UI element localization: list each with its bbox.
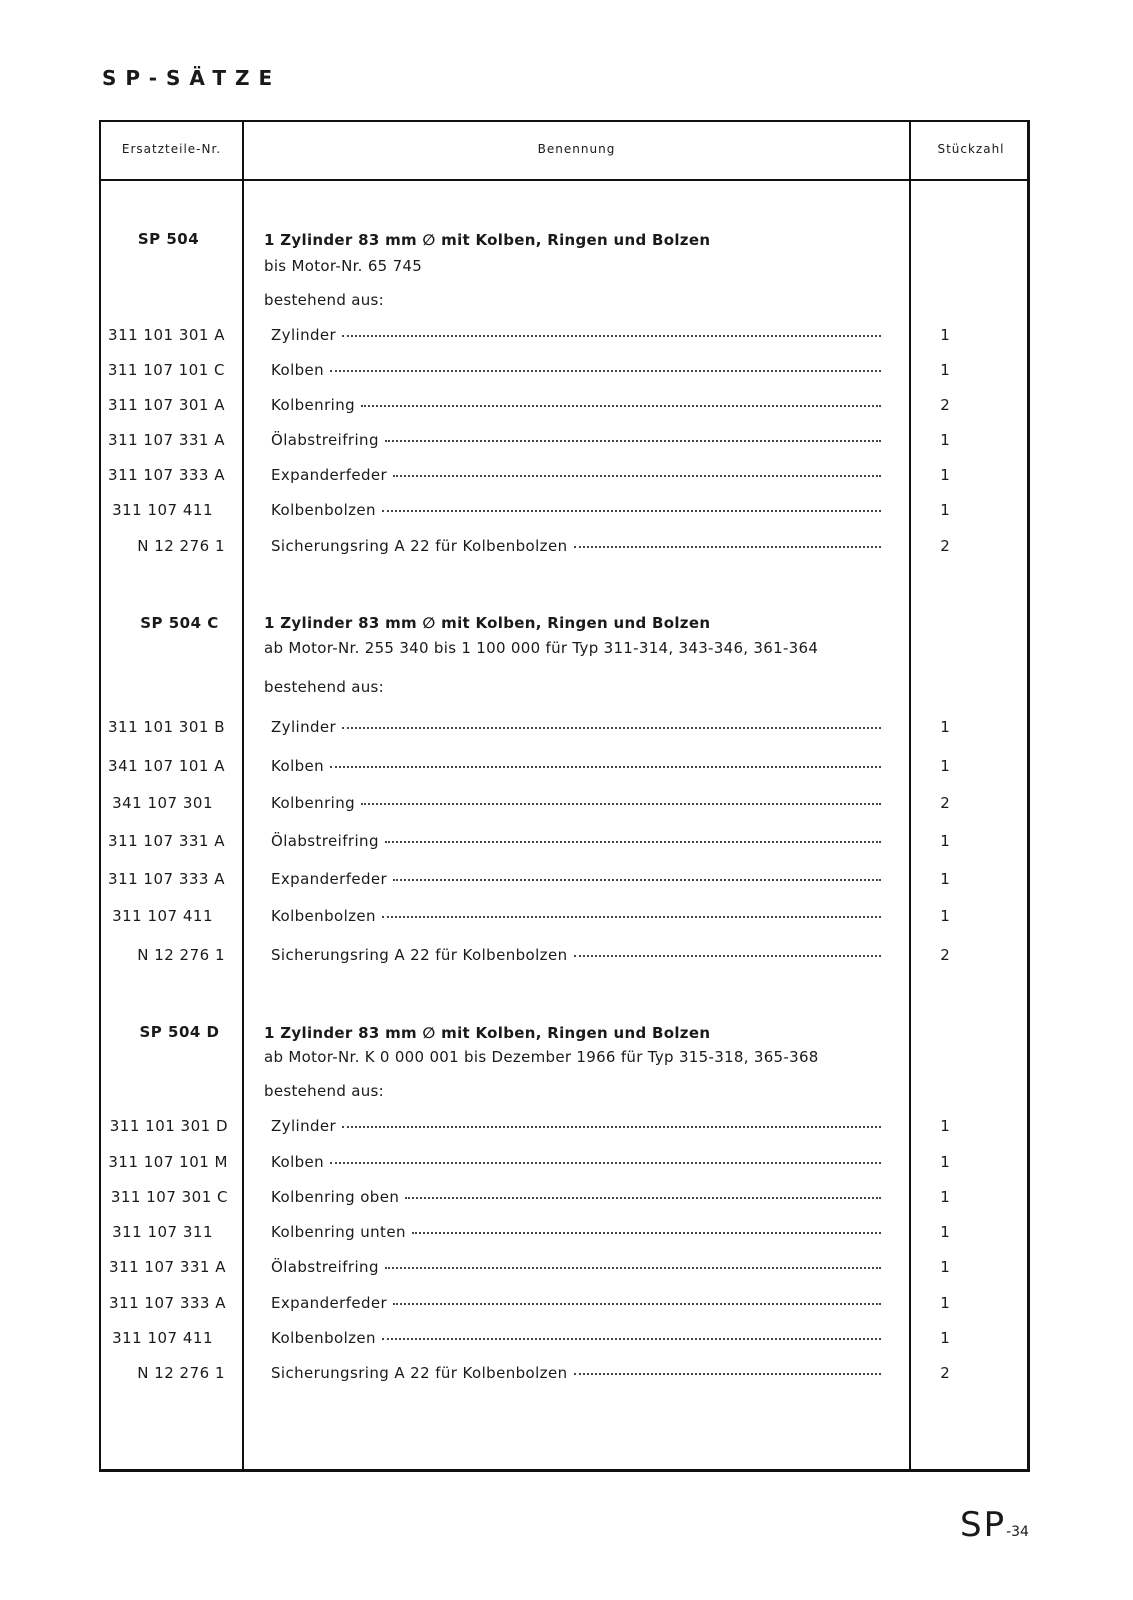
part-quantity: 1: [940, 870, 950, 888]
set-title: 1 Zylinder 83 mm ∅ mit Kolben, Ringen und Bolzen: [264, 1024, 711, 1042]
part-description: [271, 466, 881, 484]
part-quantity: 1: [940, 1153, 950, 1171]
consists-label: bestehend aus:: [264, 291, 384, 309]
part-description: [271, 1153, 881, 1171]
part-name: Kolben: [271, 757, 325, 775]
leader-dots: [574, 1372, 882, 1375]
leader-dots: [393, 1302, 881, 1305]
part-number: 311 107 301 C: [110, 1188, 228, 1206]
part-name: Kolben: [271, 361, 325, 379]
part-description: [271, 1294, 881, 1312]
part-name: Kolbenbolzen: [271, 1329, 376, 1347]
set-number: SP 504 D: [139, 1023, 220, 1041]
part-description: [271, 1117, 881, 1135]
part-number: 311 101 301 D: [109, 1117, 228, 1135]
part-description: [271, 1329, 881, 1347]
part-description: [271, 946, 881, 964]
leader-dots: [385, 840, 881, 843]
part-name: Kolben: [271, 1153, 325, 1171]
part-name: Zylinder: [271, 1117, 337, 1135]
leader-dots: [330, 369, 881, 372]
leader-dots: [385, 1266, 881, 1269]
part-quantity: 1: [940, 1117, 950, 1135]
leader-dots: [382, 915, 881, 918]
part-description: [271, 396, 881, 414]
leader-dots: [330, 1161, 881, 1164]
part-number: 341 107 101 A: [108, 757, 225, 775]
page-number: [960, 1505, 1029, 1545]
part-name: Kolbenring unten: [271, 1223, 406, 1241]
part-quantity: 1: [940, 1188, 950, 1206]
leader-dots: [361, 802, 881, 805]
leader-dots: [382, 509, 881, 512]
leader-dots: [393, 474, 881, 477]
part-name: Sicherungsring A 22 für Kolbenbolzen: [271, 537, 568, 555]
part-quantity: 2: [940, 794, 950, 812]
part-description: [271, 1258, 881, 1276]
leader-dots: [385, 439, 881, 442]
part-name: Expanderfeder: [271, 466, 388, 484]
part-quantity: 1: [940, 757, 950, 775]
part-number: N 12 276 1: [137, 537, 225, 555]
part-number: 311 107 411: [112, 1329, 213, 1347]
part-name: Kolbenring: [271, 794, 356, 812]
column-divider: [909, 122, 911, 1469]
set-number: SP 504: [137, 230, 200, 248]
part-quantity: 1: [940, 1258, 950, 1276]
part-quantity: 1: [940, 1294, 950, 1312]
part-number: 311 107 311: [112, 1223, 213, 1241]
part-name: Ölabstreifring: [271, 431, 379, 449]
part-number: 311 101 301 A: [108, 326, 225, 344]
part-description: [271, 1223, 881, 1241]
page-title: SP-SÄTZE: [102, 66, 282, 90]
column-divider: [242, 122, 244, 1469]
part-number: N 12 276 1: [137, 946, 225, 964]
part-name: Kolbenring: [271, 396, 356, 414]
part-number: N 12 276 1: [137, 1364, 225, 1382]
part-name: Ölabstreifring: [271, 832, 379, 850]
part-number: 311 107 101 M: [108, 1153, 228, 1171]
part-quantity: 1: [940, 907, 950, 925]
leader-dots: [342, 1125, 881, 1128]
part-number: 311 107 411: [112, 907, 213, 925]
leader-dots: [405, 1196, 881, 1199]
part-quantity: 1: [940, 832, 950, 850]
part-name: Kolbenbolzen: [271, 501, 376, 519]
part-name: Kolbenbolzen: [271, 907, 376, 925]
header-divider: [101, 179, 1027, 181]
set-note: ab Motor-Nr. 255 340 bis 1 100 000 für Typ 311-314, 343-346, 361-364: [264, 639, 819, 657]
leader-dots: [342, 726, 881, 729]
part-description: [271, 907, 881, 925]
consists-label: bestehend aus:: [264, 678, 384, 696]
set-note: bis Motor-Nr. 65 745: [264, 257, 423, 275]
part-quantity: 1: [940, 1329, 950, 1347]
set-title: 1 Zylinder 83 mm ∅ mit Kolben, Ringen und Bolzen: [264, 614, 711, 632]
part-number: 311 107 411: [112, 501, 213, 519]
part-quantity: 2: [940, 946, 950, 964]
part-number: 341 107 301: [112, 794, 213, 812]
part-quantity: 1: [940, 431, 950, 449]
part-quantity: 1: [940, 1223, 950, 1241]
part-description: [271, 832, 881, 850]
part-number: 311 107 333 A: [108, 466, 225, 484]
leader-dots: [574, 545, 882, 548]
part-name: Expanderfeder: [271, 870, 388, 888]
part-number: 311 107 331 A: [108, 832, 225, 850]
set-number: SP 504 C: [140, 614, 219, 632]
page-number-suffix: -34: [1006, 1524, 1029, 1540]
part-number: 311 107 331 A: [109, 1258, 226, 1276]
part-description: [271, 757, 881, 775]
part-name: Expanderfeder: [271, 1294, 388, 1312]
leader-dots: [330, 765, 881, 768]
consists-label: bestehend aus:: [264, 1082, 384, 1100]
leader-dots: [393, 878, 881, 881]
part-quantity: 1: [940, 326, 950, 344]
part-quantity: 1: [940, 718, 950, 736]
leader-dots: [361, 404, 881, 407]
part-description: [271, 1188, 881, 1206]
part-number: 311 107 101 C: [107, 361, 225, 379]
part-quantity: 2: [940, 396, 950, 414]
part-number: 311 107 301 A: [108, 396, 225, 414]
part-quantity: 1: [940, 361, 950, 379]
part-name: Ölabstreifring: [271, 1258, 379, 1276]
part-number: 311 107 333 A: [108, 870, 225, 888]
part-description: [271, 501, 881, 519]
part-quantity: 2: [940, 537, 950, 555]
part-description: [271, 431, 881, 449]
part-name: Kolbenring oben: [271, 1188, 400, 1206]
page-number-prefix: SP: [960, 1505, 1007, 1545]
part-name: Zylinder: [271, 326, 337, 344]
part-description: [271, 537, 881, 555]
part-description: [271, 718, 881, 736]
part-description: [271, 794, 881, 812]
part-quantity: 1: [940, 466, 950, 484]
header-name: Benennung: [537, 142, 616, 156]
header-part-no: Ersatzteile-Nr.: [121, 142, 222, 156]
part-quantity: 2: [940, 1364, 950, 1382]
set-title: 1 Zylinder 83 mm ∅ mit Kolben, Ringen und Bolzen: [264, 231, 711, 249]
part-quantity: 1: [940, 501, 950, 519]
part-description: [271, 870, 881, 888]
leader-dots: [574, 954, 882, 957]
header-qty: Stückzahl: [937, 142, 1005, 156]
part-name: Sicherungsring A 22 für Kolbenbolzen: [271, 1364, 568, 1382]
part-number: 311 101 301 B: [108, 718, 225, 736]
set-note: ab Motor-Nr. K 0 000 001 bis Dezember 1966 für Typ 315-318, 365-368: [264, 1048, 819, 1066]
part-number: 311 107 333 A: [109, 1294, 226, 1312]
part-name: Zylinder: [271, 718, 337, 736]
leader-dots: [412, 1231, 881, 1234]
leader-dots: [342, 334, 881, 337]
part-description: [271, 326, 881, 344]
part-description: [271, 361, 881, 379]
part-number: 311 107 331 A: [108, 431, 225, 449]
leader-dots: [382, 1337, 881, 1340]
part-name: Sicherungsring A 22 für Kolbenbolzen: [271, 946, 568, 964]
part-description: [271, 1364, 881, 1382]
